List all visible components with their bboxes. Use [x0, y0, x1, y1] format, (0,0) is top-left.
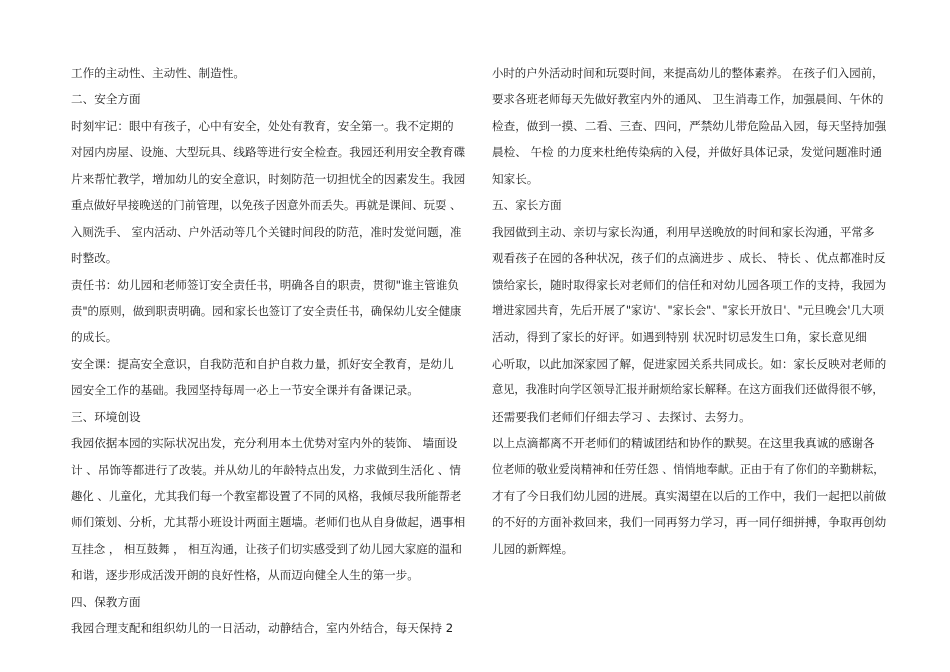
text-line: 我园合理支配和组织幼儿的一日活动，动静结合，室内外结合，每天保持 2 [71, 621, 454, 636]
text-line: 计 、吊饰等都进行了改装。并从幼儿的年龄特点出发，力求做到生活化 、情 [71, 462, 461, 477]
text-line: 片来帮忙教学，增加幼儿的安全意识，时刻防范一切担忧全的因素发生。我园 [71, 171, 466, 186]
text-line: 入厕洗手、 室内活动、户外活动等几个关键时间段的防范，准时发觉问题，准 [71, 224, 462, 239]
text-line: 增进家园共育，先后开展了"家访'、"家长会"、"家长开放日'、"元旦晚会'几大项 [492, 303, 884, 317]
text-line: 时整改。 [71, 251, 118, 266]
text-line: 重点做好早接晚送的门前管理，以免孩子因意外而丢失。再就是课间、玩耍 、 [71, 198, 462, 213]
text-line: 和谐，逐步形成活泼开朗的良好性格，从而迈向健全人生的第一步。 [71, 568, 419, 583]
text-line: 检查，做到一摸、二看、三查、四问，严禁幼儿带危险品入园，每天坚持加强 [492, 118, 887, 133]
section-heading-safety: 二、安全方面 [71, 92, 141, 107]
section-heading-environment: 三、环境创设 [71, 409, 141, 424]
text-line: 观看孩子在园的各种状况，孩子们的点滴进步 、成长、 特长 、优点都准时反 [492, 251, 886, 266]
text-line: 位老师的敬业爱岗精神和任劳任怨 、悄悄地奉献。正由于有了你们的辛勤耕耘， [492, 462, 885, 476]
text-line: 的不好的方面补救回来，我们一同再努力学习，再一同仔细拼搏，争取再创幼 [492, 515, 887, 530]
text-line: 对园内房屋、设施、大型玩具、线路等进行安全检查。我园还利用安全教育碟 [71, 145, 466, 160]
text-line: 活动，得到了家长的好评。如遇到特别 状况时切忌发生口角，家长意见细 [492, 330, 867, 345]
text-line: 知家长。 [492, 171, 539, 186]
text-line: 晨检、 午检 的力度来杜绝传染病的入侵，并做好具体记录，发觉问题准时通 [492, 145, 882, 160]
section-heading-care-education: 四、保教方面 [71, 594, 141, 609]
text-line: 以上点滴都离不开老师们的精诚团结和协作的默契。在这里我真诚的感谢各 [492, 436, 875, 451]
text-line: 园安全工作的基础。我园坚持每周一必上一节安全课并有备课记录。 [71, 383, 419, 398]
text-line: 责任书：幼儿园和老师签订安全责任书，明确各自的职责，贯彻"谁主管谁负 [71, 277, 459, 292]
text-line: 安全课：提高安全意识，自我防范和自护自救力量，抓好安全教育，是幼儿 [71, 356, 454, 371]
text-line: 我园依据本园的实际状况出发，充分利用本土优势对室内外的装饰、 墙面设 [71, 436, 458, 451]
text-line: 儿园的新辉煌。 [492, 541, 574, 556]
text-line: 馈给家长，随时取得家长对老师们的信任和对幼儿园各项工作的支持，我园为 [492, 277, 887, 292]
text-line: 小时的户外活动时间和玩耍时间，来提高幼儿的整体素养。 在孩子们入园前， [492, 66, 884, 80]
text-line: 时刻牢记：眼中有孩子，心中有安全，处处有教育，安全第一。我不定期的 [71, 118, 454, 133]
left-text-column [71, 60, 466, 642]
text-line: 责"的原则，做到职责明确。园和家长也签订了安全责任书，确保幼儿安全健康 [71, 303, 462, 318]
text-line: 意见，我准时向学区领导汇报并耐烦给家长解释。在这方面我们还做得很不够， [492, 383, 884, 397]
text-line: 心听取，以此加深家园了解，促进家园关系共同成长。如：家长反映对老师的 [492, 356, 887, 371]
text-line: 趣化 、儿童化，尤其我们每一个教室都设置了不同的风格，我倾尽我所能帮老 [71, 489, 462, 503]
text-line: 才有了今日我们幼儿园的进展。真实渴望在以后的工作中，我们一起把以前做 [492, 489, 887, 503]
text-line: 师们策划、分析，尤其帮小班设计两面主题墙。老师们也从自身做起，遇事相 [71, 515, 466, 530]
text-line: 互挂念 ， 相互鼓舞 ， 相互沟通，让孩子们切实感受到了幼儿园大家庭的温和 [71, 541, 462, 556]
text-line: 我园做到主动、亲切与家长沟通，利用早送晚放的时间和家长沟通，平常多 [492, 224, 875, 239]
text-line: 的成长。 [71, 330, 118, 345]
right-text-column [492, 60, 888, 562]
text-line: 要求各班老师每天先做好教室内外的通风、 卫生消毒工作，加强晨间、午休的 [492, 92, 884, 107]
text-line: 还需要我们老师们仔细去学习 、去探讨、去努力。 [492, 409, 751, 424]
section-heading-parents: 五、家长方面 [492, 198, 562, 213]
text-line: 工作的主动性、主动性、制造性。 [71, 66, 245, 80]
